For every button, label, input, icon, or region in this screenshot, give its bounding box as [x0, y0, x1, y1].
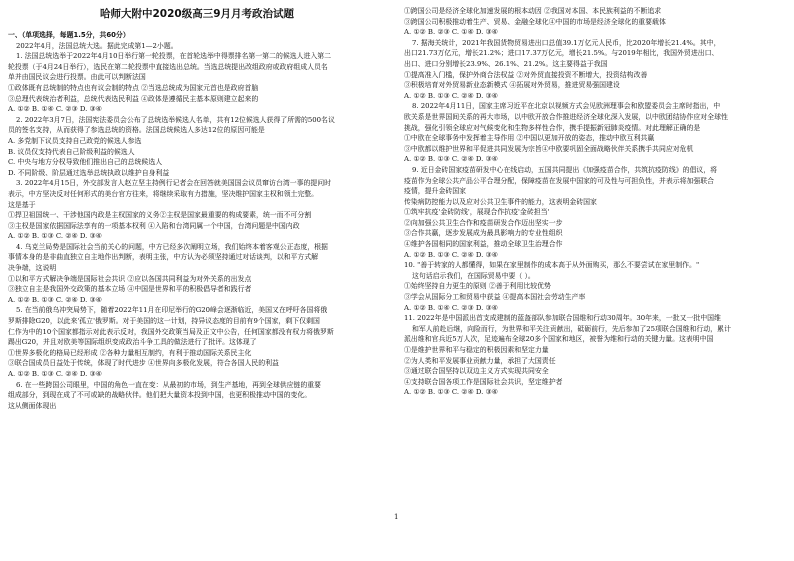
question-stem: 3. 2022年4月15日，外交部发言人赵立坚主持例行记者会在回答就美国国会议员窜访台湾一事的提问时 [16, 179, 332, 188]
question-stem: 7. 据海关统计，2021年我国货物贸易进出口总值39.1万亿元人民币，比2020年增长21.4%。其中， [412, 38, 721, 47]
question-line: ③主权是国家依据国际法享有的一项基本权利 ④入陷和台湾同属一个中国，台湾问题是中国内政 [8, 221, 300, 230]
question-line: ②向加强公共卫生合作和疫苗研发合作迈出坚实一步 [404, 218, 563, 227]
question-line: ①提高准入门槛，保护外商合法权益 ②对外贸直接投资不断增大，投资结构改善 [404, 70, 648, 79]
question-stem: 4. 乌克兰局势是国际社会当前关心的问题，中方已经多次阐明立场，我们始终本着客观公正态度，根据 [16, 242, 328, 251]
question-stem: 10. "善于转家的人都懂得，如果在家里制作的成本高于从外面购买，那么不要尝试在家里制作。" [404, 261, 700, 270]
answer-options: A. ①② B. ①③ C. ②④ D. ③④ [404, 91, 498, 100]
question-line: 组成部分，到现在成了不可或缺的战略伙伴。他们把大量资本投到中国，也更积极推动中国的变化。 [8, 391, 312, 400]
question-line: 决争端，这说明 [8, 264, 57, 273]
question-stem: 9. 近日金砖国家疫苗研发中心在线启动，五国共同提出《加强疫苗合作，共筑抗疫防线》的倡议，将 [412, 165, 718, 174]
question-line: ③学会从国际分工和贸易中获益 ④提高本国社会劳动生产率 [404, 293, 586, 302]
question-line: 疫情，提升金砖国家 [404, 187, 467, 196]
question-line: 和军人前赴后继，向险而行，为世界和平关注贡献出，砥砺前行，先后参加了25项联合国维和行动，累计 [412, 324, 731, 333]
question-line: ①始终坚持自力更生的原则 ②善于利用比较优势 [404, 282, 551, 291]
question-line: ③积极培育对外贸易新业态新模式 ④拓展对外贸易，推进贸易强国建设 [404, 81, 620, 90]
answer-options: A. 多党制下议员支持自己政党的候选人参选 [8, 136, 142, 145]
question-line: ②为人类和平发展事业贡献力量，承担了大国责任 [404, 356, 556, 365]
question-line: 欧关系是世界国间关系的再大市场，以中欧开放合作推进经济全球化深入发展，以中欧团结协作应对全球性 [404, 112, 728, 121]
left-question-block [8, 51, 386, 411]
question-line: 这是基于 [8, 200, 36, 209]
question-line: 这句话启示我们，在国际贸易中要（ ）。 [412, 271, 535, 280]
question-stem: 11. 2022年是中国派出首支成建制的蓝盔部队参加联合国维和行动30周年。30年来，一批又一批中国维 [404, 314, 721, 323]
question-line: ①以和平方式解决争端是国际社会共识 ②应以各国共同利益为对外关系的出发点 [8, 274, 252, 283]
question-line: B. 议员仅支持代表自己阶级利益的候选人 [8, 147, 135, 156]
answer-options: A. ①② B. ①③ C. ②④ D. ③④ [8, 370, 102, 378]
question-line: 这从侧面体现出 [8, 401, 57, 410]
answer-options: A. ①② B. ①④ C. ②③ D. ③④ [8, 105, 102, 114]
page-title: 哈师大附中2020级高三9月月考政治试题 [99, 8, 295, 20]
question-line: 出口、进口分别增长23.9%、26.1%、21.2%。这主要得益于我国 [404, 59, 608, 68]
question-stem: 2. 2022年3月7日，法国宪法委员会公布了总统选举候选人名单，共有12位候选人获得了所需的500名议 [16, 115, 335, 124]
question-line: ③独立自主是我国外交政策的基本立场 ④中国是世界和平的积极倡导者和践行者 [8, 285, 252, 294]
question-line: ①政体既有总统制的特点也有议会制的特点 ②当选总统成为国家元首也是政府首脑 [8, 83, 259, 92]
question-line: ③合作共赢，逐步发展成为最具影响力的专业性组织 [404, 229, 563, 238]
question-stem: 5. 在当前俄乌冲突局势下，随着2022年11月在印尼举行的G20峰会逐渐临近，美国又在呼吁各国将俄 [16, 306, 328, 315]
answer-options: A. ①② B. ①③ C. ②④ D. ③④ [404, 250, 498, 259]
question-line: ④支持联合国各项工作是国际社会共识，坚定维护者 [404, 377, 563, 386]
left-column [8, 30, 386, 411]
question-line: 踢出G20，并且对欧美等国际组织变成政治斗争工具的做法进行了批评。这体现了 [8, 338, 257, 347]
question-line: ③通过联合国坚持以双边主义方式实现共同安全 [404, 367, 549, 376]
answer-options: A. ①② B. ①③ C. ②④ D. ③④ [8, 232, 102, 241]
question-line: ④维护各国相同的国家利益，推动全球卫生治理合作 [404, 240, 563, 249]
question-line: ①捍卫祖国统一、干涉他国内政是主权国家的义务②主权是国家最重要的构成要素，统一而不可分割 [8, 211, 312, 220]
question-line: 挑战，强化引领全球应对气候变化和生物多样性合作，携手提振新冠肺炎疫情。对此理解正确的是 [404, 123, 701, 132]
question-line: ③中欧都以维护世界和平促进共同发展为宗旨④中欧要巩固全面战略伙伴关系携手共同应对危机 [404, 144, 694, 153]
question-line: 罗斯排除G20，以此来'孤立'俄罗斯。对于美国的这一计划，持异议态度的目前有9个国家，剩下仅剩国 [8, 317, 320, 326]
question-line: 疫苗作为全球公共产品公平合理分配，保障疫苗在发展中国家的可及性与可担负性，并表示将加强联合 [404, 176, 715, 185]
question-line: D. 不同阶级、阶层通过选举总统执政以维护自身利益 [8, 168, 170, 177]
answer-options: A. ①② B. ①③ C. ②④ D. ③④ [404, 155, 498, 164]
answer-options: A. ①② B. ②③ C. ①④ D. ③④ [404, 28, 498, 37]
question-line: ③总理代表统治者利益，总统代表选民利益 ④政体是遵循民主基本原则建立起来的 [8, 94, 259, 103]
answer-options: A. ①② B. ①③ C. ②④ D. ③④ [8, 295, 102, 304]
question-line: ①中欧在全球事务中发挥着主导作用 ②中国以更加开放的姿态，推动中欧互利共赢 [404, 134, 655, 143]
question-line: 传染病防控能力以及应对公共卫生事件的能力，这表明金砖国家 [404, 197, 597, 206]
question-line: ③跨国公司积极推动着生产、贸易、金融全球化④中国的市场是经济全球化的重要载体 [404, 17, 666, 26]
answer-options: A. ①② B. ①④ C. ②③ D. ③④ [404, 303, 498, 312]
question-line: C. 中央与地方分权导致他们推出自己的总统候选人 [8, 158, 163, 167]
question-line: 轮投票（于4月24日举行），选民在第二轮投票中直接选出总统。当选总统提出改组政府或政府组成人员名 [8, 62, 328, 71]
right-question-block [404, 6, 782, 398]
answer-options: A. ①② B. ①③ C. ②④ D. ③④ [404, 388, 498, 397]
question-line: ①跨国公司是经济全球化加速发展的根本动因 ②我国对本国、本民族利益的不断追求 [404, 7, 662, 15]
question-line: ①筑牢抗疫'金砖防线'，展现合作抗疫'金砖担当' [404, 208, 550, 217]
question-line: 单并由国民议会进行投票。由此可以判断法国 [8, 73, 146, 82]
question-line: 员的签名支持，从而获得了参选总统的资格。法国总统候选人多达12位的原因可能是 [8, 126, 265, 135]
question-line: 出口21.73万亿元，增长21.2%；进口17.37万亿元，增长21.5%。与2019年相比，我国外贸进出口、 [404, 49, 719, 58]
intro-text: 2022年4月，法国总统大选。据此完成第1—2小题。 [16, 41, 178, 50]
section-heading: 一、（单项选择，每题1.5分，共60分） [8, 31, 130, 39]
question-line: ①是维护世界和平与稳定的积极因素和坚定力量 [404, 346, 549, 354]
question-line: 派出维和官兵近5万人次，足迹遍布全球20多个国家和地区，被誉为维和行动的关键力量。这表明中国 [404, 335, 714, 344]
right-column [404, 6, 782, 398]
question-line: 事情本身的是非曲直独立自主地作出判断，表明主张，中方认为必须坚持通过对话谈判，以和平方式解 [8, 253, 319, 262]
question-line: ①世界多极化的格局已经形成 ②各种力量相互制约，有利于推动国际关系民主化 [8, 348, 252, 357]
question-stem: 8. 2022年4月11日，国家主席习近平在北京以视频方式会见欧洲理事会和欧盟委员会主席时指出，中 [412, 102, 721, 111]
question-line: 表示，中方坚决反对任何形式的美台官方往来，将继续采取有力措施，坚决维护国家主权和领土完整。 [8, 189, 319, 198]
page-number: 1 [394, 513, 399, 521]
question-stem: 6. 在一些跨国公司眼里，中国的角色一直在变：从最初的市场，到生产基地，再到全球供应链的重要 [16, 380, 322, 389]
question-line: ③联合国成员日益处于传统，体现了时代进步 ④世界向多极化发展，符合各国人民的利益 [8, 359, 279, 368]
question-line: 仁作为中的10个国家都指示对此表示反对，我国外交政策当局及正文中公告，任何国家都没有权力将俄罗斯 [8, 327, 334, 336]
question-stem: 1. 法国总统选举于2022年4月10日举行第一轮投票，在首轮选举中得票排名第一第二的候选人进入第二 [16, 52, 332, 61]
